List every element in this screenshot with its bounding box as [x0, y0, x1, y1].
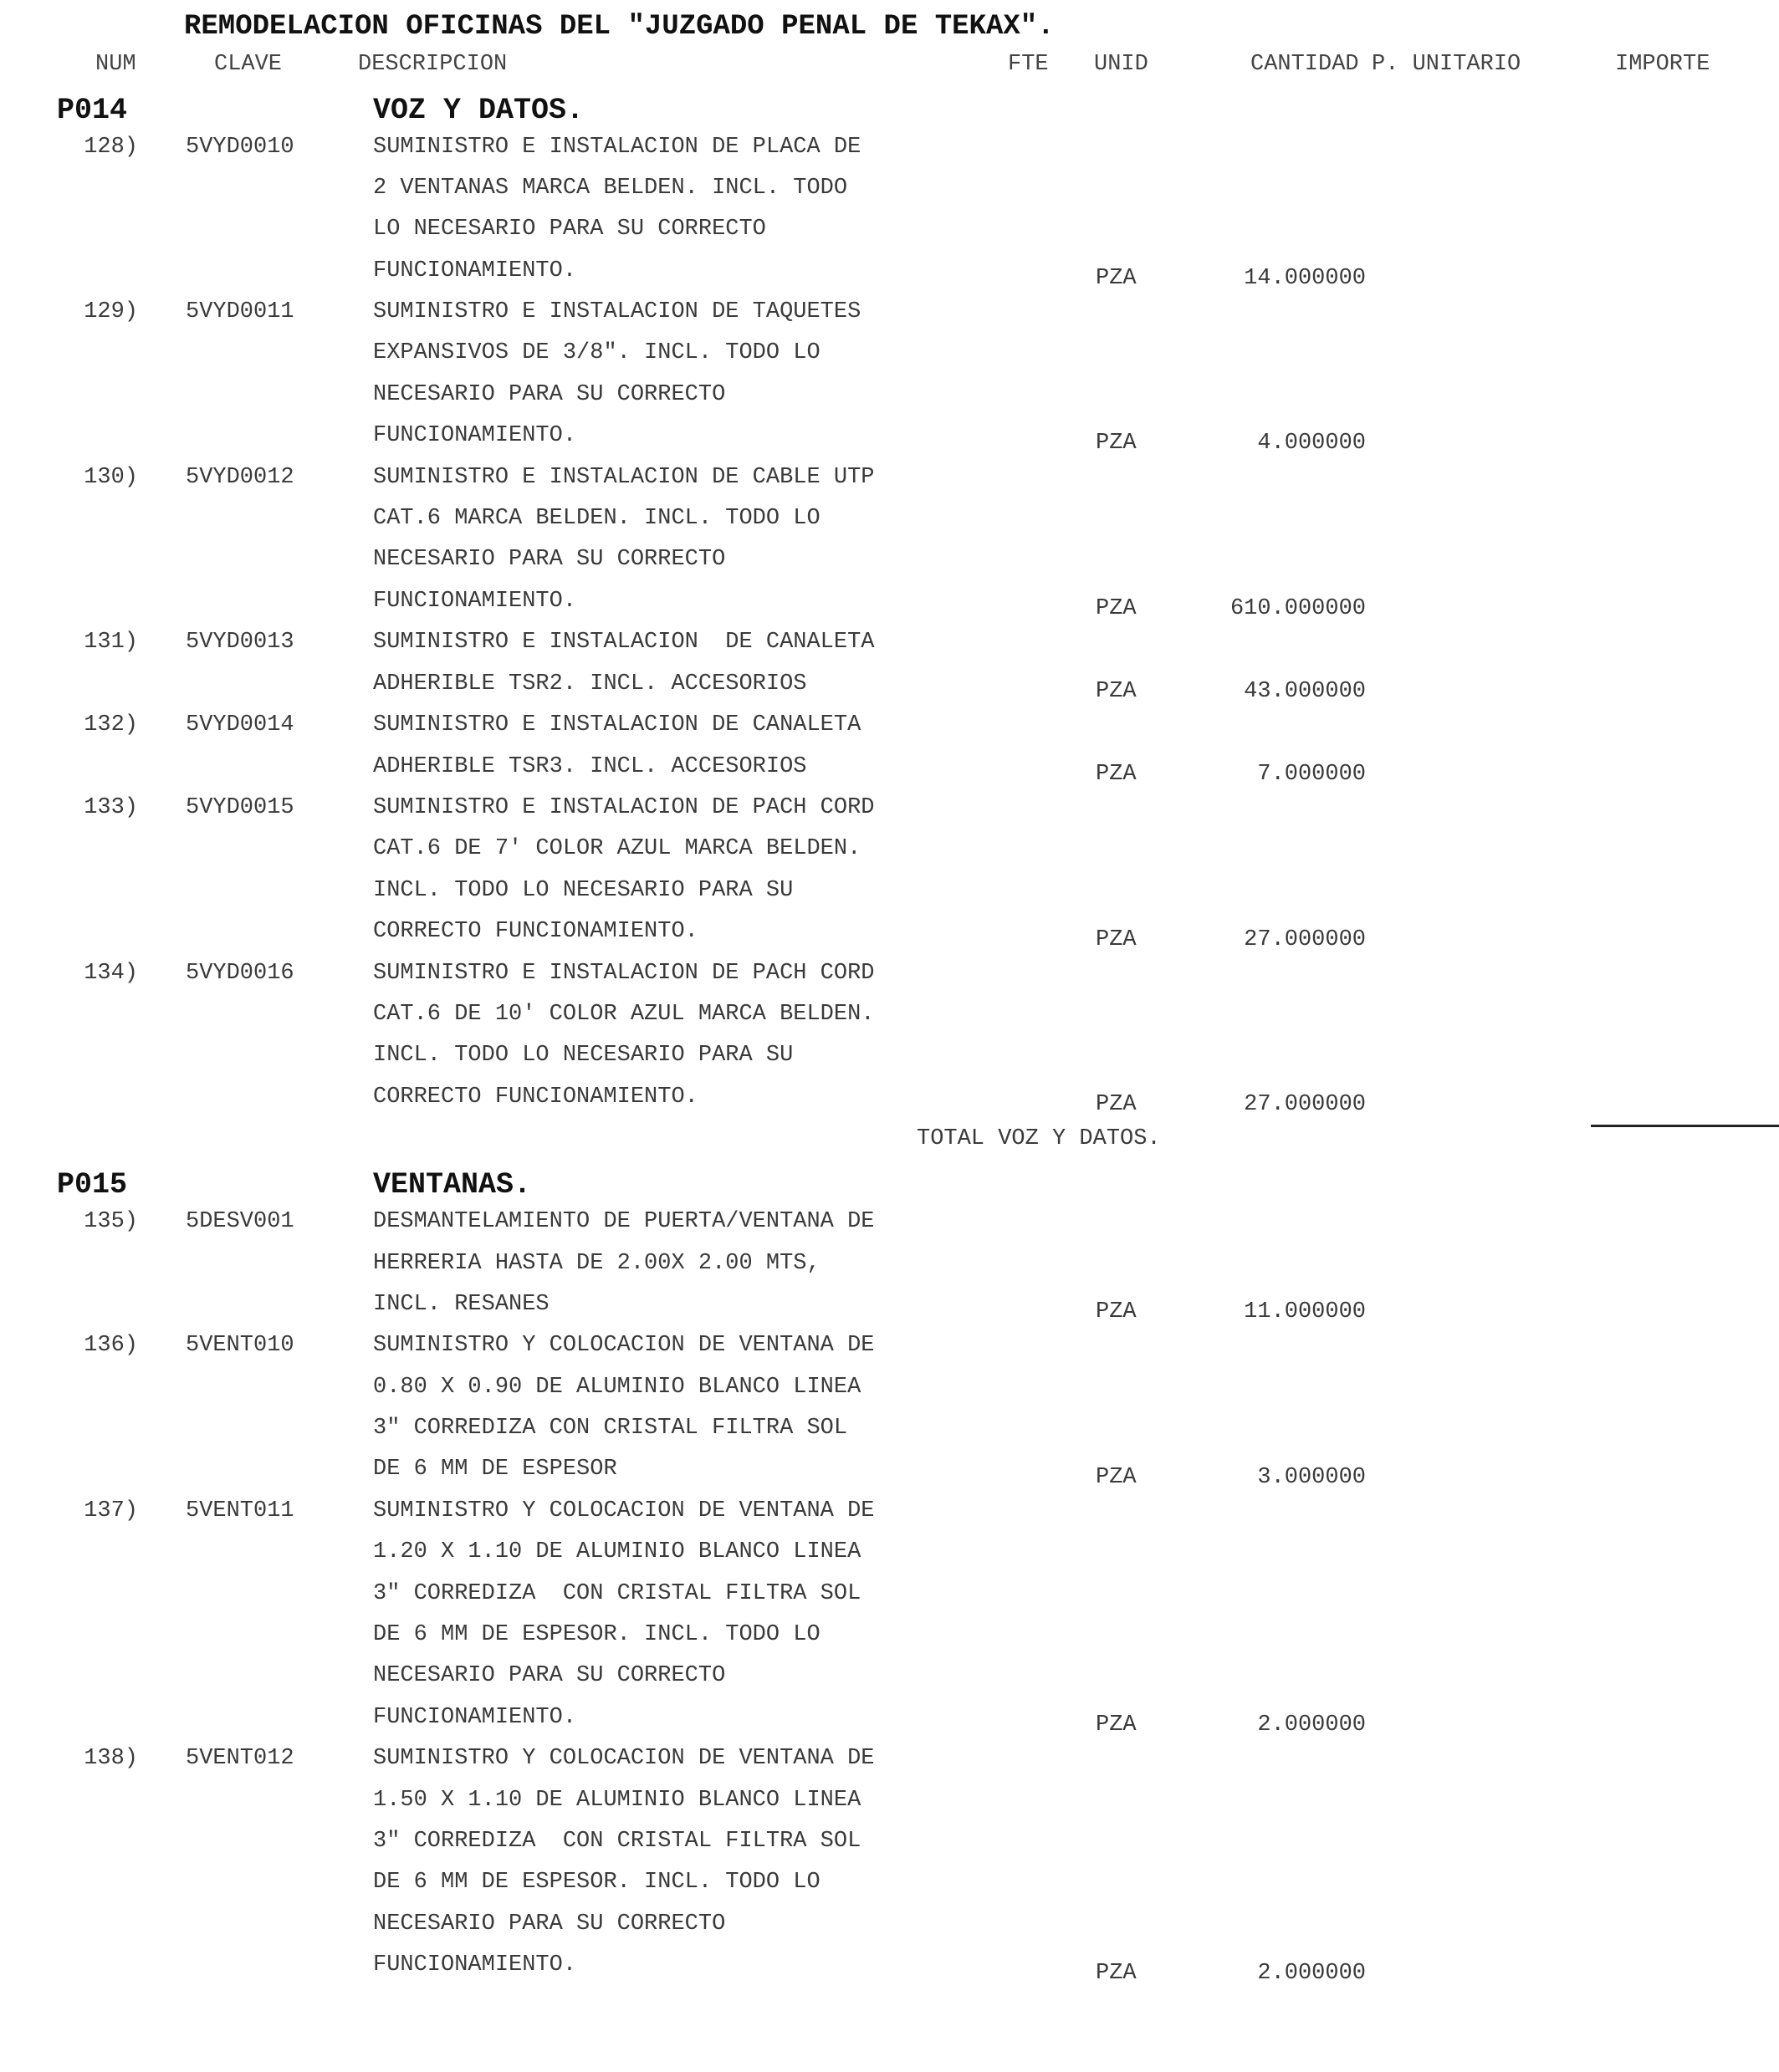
item-unid: PZA [1096, 1299, 1137, 1324]
item-num: 130) [84, 465, 138, 490]
item-description-line: NECESARIO PARA SU CORRECTO [373, 1663, 726, 1688]
item-description-line: 3" CORREDIZA CON CRISTAL FILTRA SOL [373, 1416, 848, 1441]
item-clave: 5VENT012 [186, 1746, 294, 1771]
section-code: P014 [57, 94, 128, 127]
item-description-line: SUMINISTRO E INSTALACION DE TAQUETES [373, 299, 861, 324]
item-description-line: 3" CORREDIZA CON CRISTAL FILTRA SOL [373, 1581, 861, 1606]
item-cantidad: 11.000000 [1244, 1299, 1366, 1324]
column-header-num: NUM [95, 52, 136, 77]
item-clave: 5VENT011 [186, 1498, 294, 1523]
item-unid: PZA [1096, 927, 1137, 952]
section-total-label: TOTAL VOZ Y DATOS. [917, 1126, 1161, 1151]
item-description-line: 2 VENTANAS MARCA BELDEN. INCL. TODO [373, 176, 848, 201]
item-description-line: SUMINISTRO Y COLOCACION DE VENTANA DE [373, 1498, 875, 1523]
item-description-line: CAT.6 DE 7' COLOR AZUL MARCA BELDEN. [373, 836, 861, 861]
item-unid: PZA [1096, 1092, 1137, 1117]
item-description-line: SUMINISTRO E INSTALACION DE CABLE UTP [373, 465, 875, 490]
section-name: VENTANAS. [373, 1168, 532, 1202]
item-description-line: SUMINISTRO E INSTALACION DE PACH CORD [373, 795, 875, 820]
column-header-descripcion: DESCRIPCION [358, 52, 508, 77]
item-description-line: DE 6 MM DE ESPESOR [373, 1457, 617, 1482]
item-description-line: NECESARIO PARA SU CORRECTO [373, 382, 726, 407]
column-header-cantidad: CANTIDAD [1250, 52, 1359, 77]
total-underline [1591, 1125, 1779, 1127]
item-num: 131) [84, 630, 138, 655]
item-description-line: ADHERIBLE TSR3. INCL. ACCESORIOS [373, 754, 807, 779]
item-cantidad: 27.000000 [1244, 1092, 1366, 1117]
item-description-line: INCL. TODO LO NECESARIO PARA SU [373, 878, 794, 903]
item-description-line: FUNCIONAMIENTO. [373, 258, 577, 283]
item-cantidad: 27.000000 [1244, 927, 1366, 952]
item-unid: PZA [1096, 1465, 1137, 1490]
item-cantidad: 14.000000 [1244, 266, 1366, 291]
item-description-line: 3" CORREDIZA CON CRISTAL FILTRA SOL [373, 1829, 861, 1854]
item-num: 137) [84, 1498, 138, 1523]
item-cantidad: 43.000000 [1244, 679, 1366, 704]
item-description-line: FUNCIONAMIENTO. [373, 589, 577, 614]
column-header-unid: UNID [1094, 52, 1148, 77]
item-description-line: HERRERIA HASTA DE 2.00X 2.00 MTS, [373, 1251, 820, 1276]
item-num: 128) [84, 135, 138, 160]
item-description-line: SUMINISTRO Y COLOCACION DE VENTANA DE [373, 1746, 875, 1771]
item-unid: PZA [1096, 1961, 1137, 1986]
item-description-line: SUMINISTRO Y COLOCACION DE VENTANA DE [373, 1333, 875, 1358]
item-clave: 5DESV001 [186, 1209, 294, 1234]
item-num: 132) [84, 712, 138, 737]
item-description-line: DE 6 MM DE ESPESOR. INCL. TODO LO [373, 1870, 820, 1895]
item-description-line: INCL. TODO LO NECESARIO PARA SU [373, 1043, 794, 1068]
item-description-line: SUMINISTRO E INSTALACION DE PACH CORD [373, 961, 875, 986]
item-clave: 5VYD0013 [186, 630, 294, 655]
item-cantidad: 7.000000 [1257, 762, 1366, 787]
column-header-p-unitario: P. UNITARIO [1372, 52, 1521, 77]
item-description-line: FUNCIONAMIENTO. [373, 1705, 577, 1730]
item-description-line: INCL. RESANES [373, 1292, 550, 1317]
document-title: REMODELACION OFICINAS DEL "JUZGADO PENAL DE TEKAX". [184, 11, 1055, 43]
item-description-line: FUNCIONAMIENTO. [373, 1952, 577, 1978]
item-clave: 5VENT010 [186, 1333, 294, 1358]
item-num: 135) [84, 1209, 138, 1234]
item-description-line: SUMINISTRO E INSTALACION DE CANALETA [373, 712, 861, 737]
section-name: VOZ Y DATOS. [373, 94, 585, 127]
item-cantidad: 4.000000 [1257, 431, 1366, 456]
item-description-line: NECESARIO PARA SU CORRECTO [373, 1911, 726, 1937]
item-description-line: ADHERIBLE TSR2. INCL. ACCESORIOS [373, 671, 807, 697]
item-description-line: CAT.6 DE 10' COLOR AZUL MARCA BELDEN. [373, 1002, 875, 1027]
item-clave: 5VYD0016 [186, 961, 294, 986]
section-code: P015 [57, 1168, 128, 1202]
item-description-line: CORRECTO FUNCIONAMIENTO. [373, 919, 698, 944]
item-num: 133) [84, 795, 138, 820]
item-description-line: DE 6 MM DE ESPESOR. INCL. TODO LO [373, 1622, 820, 1647]
item-description-line: CORRECTO FUNCIONAMIENTO. [373, 1084, 698, 1110]
item-clave: 5VYD0010 [186, 135, 294, 160]
item-unid: PZA [1096, 266, 1137, 291]
column-header-fte: FTE [1008, 52, 1049, 77]
item-description-line: NECESARIO PARA SU CORRECTO [373, 547, 726, 572]
item-clave: 5VYD0012 [186, 465, 294, 490]
item-cantidad: 610.000000 [1229, 596, 1366, 621]
item-clave: 5VYD0011 [186, 299, 294, 324]
item-description-line: 1.20 X 1.10 DE ALUMINIO BLANCO LINEA [373, 1539, 861, 1564]
item-description-line: LO NECESARIO PARA SU CORRECTO [373, 217, 766, 242]
item-unid: PZA [1096, 431, 1137, 456]
item-cantidad: 3.000000 [1257, 1465, 1366, 1490]
item-num: 136) [84, 1333, 138, 1358]
item-description-line: 1.50 X 1.10 DE ALUMINIO BLANCO LINEA [373, 1788, 861, 1813]
item-cantidad: 2.000000 [1257, 1712, 1366, 1738]
item-clave: 5VYD0015 [186, 795, 294, 820]
item-description-line: SUMINISTRO E INSTALACION DE PLACA DE [373, 135, 861, 160]
item-unid: PZA [1096, 679, 1137, 704]
item-description-line: SUMINISTRO E INSTALACION DE CANALETA [373, 630, 875, 655]
column-header-importe: IMPORTE [1615, 52, 1710, 77]
item-clave: 5VYD0014 [186, 712, 294, 737]
item-description-line: 0.80 X 0.90 DE ALUMINIO BLANCO LINEA [373, 1375, 861, 1400]
item-description-line: FUNCIONAMIENTO. [373, 423, 577, 448]
item-description-line: CAT.6 MARCA BELDEN. INCL. TODO LO [373, 506, 820, 531]
item-num: 129) [84, 299, 138, 324]
item-unid: PZA [1096, 596, 1137, 621]
item-unid: PZA [1096, 762, 1137, 787]
item-unid: PZA [1096, 1712, 1137, 1738]
column-header-clave: CLAVE [214, 52, 283, 77]
item-num: 134) [84, 961, 138, 986]
item-num: 138) [84, 1746, 138, 1771]
item-description-line: DESMANTELAMIENTO DE PUERTA/VENTANA DE [373, 1209, 875, 1234]
item-description-line: EXPANSIVOS DE 3/8". INCL. TODO LO [373, 340, 820, 365]
item-cantidad: 2.000000 [1257, 1961, 1366, 1986]
